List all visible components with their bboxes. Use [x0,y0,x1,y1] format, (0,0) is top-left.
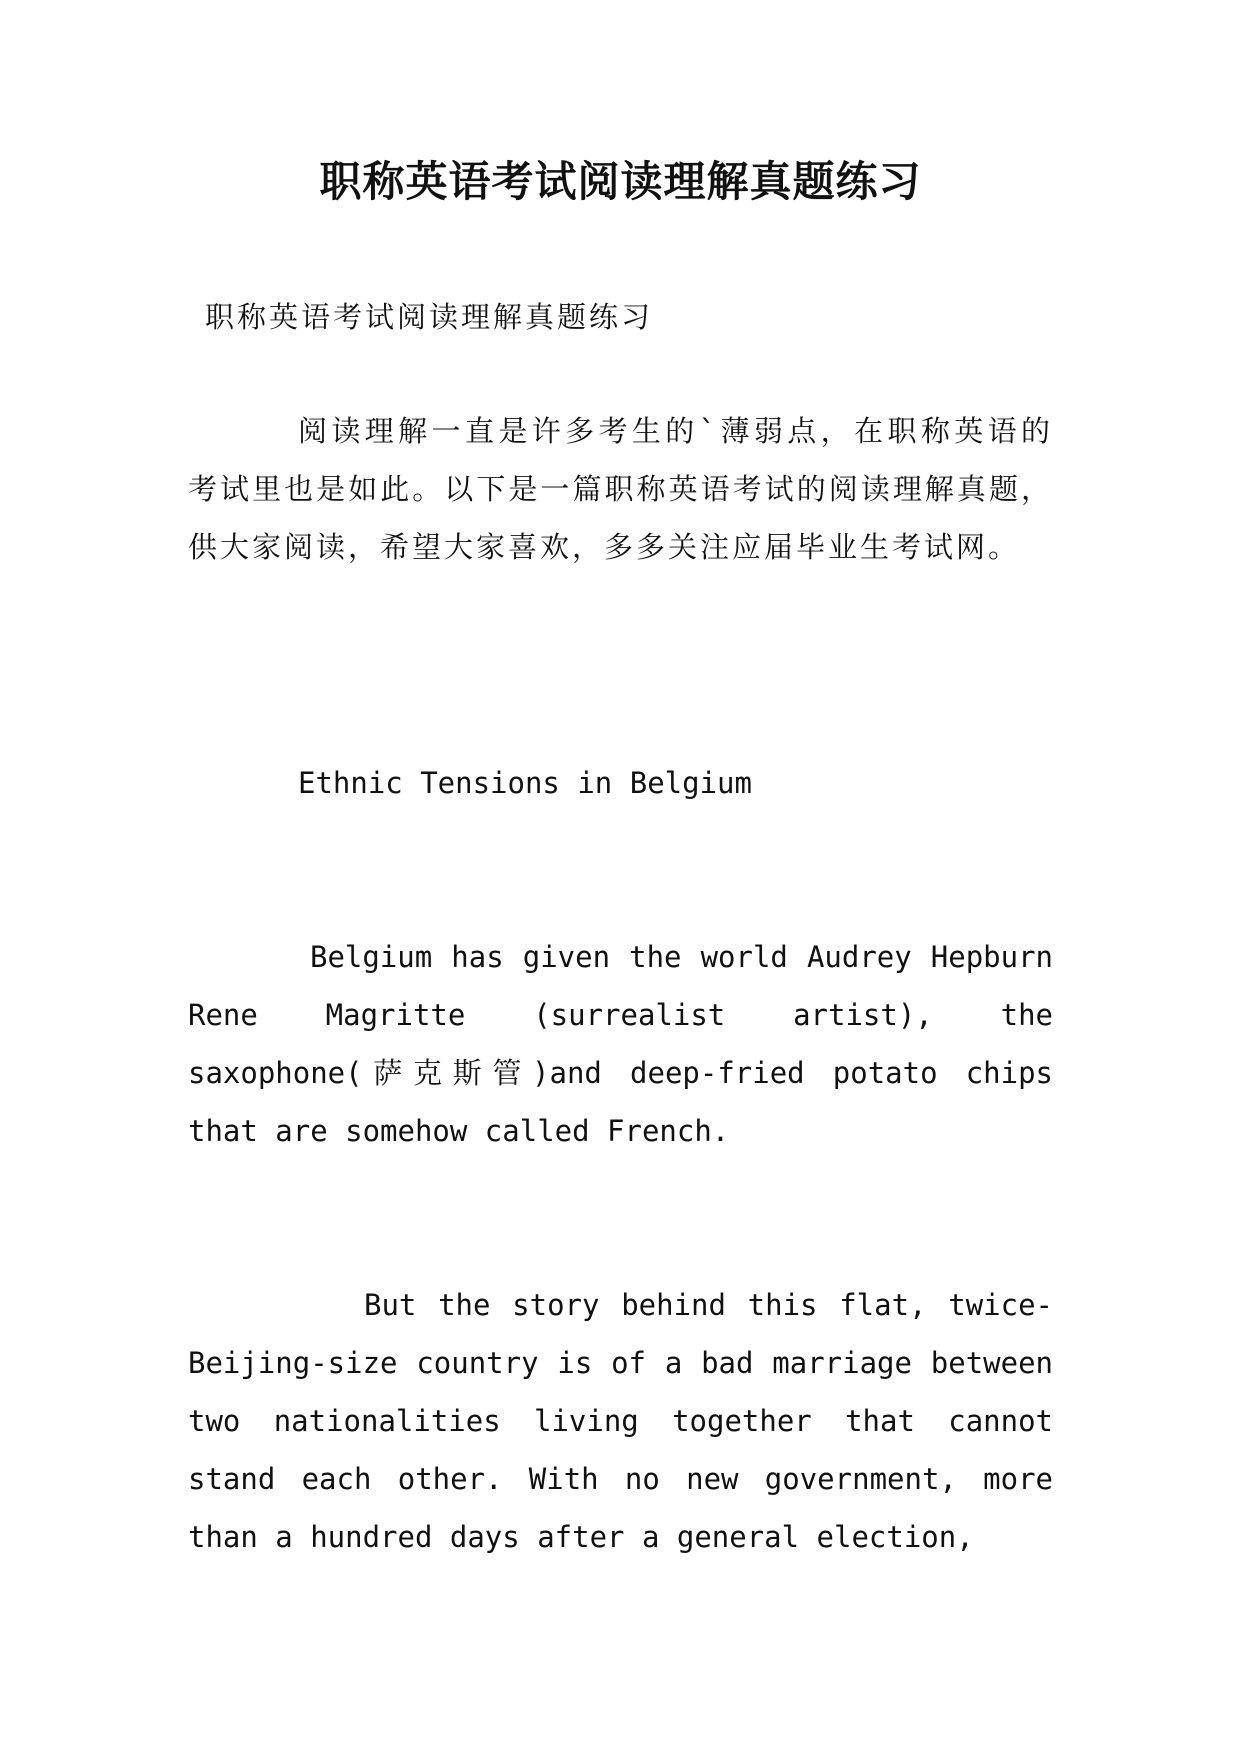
document-title: 职称英语考试阅读理解真题练习 [319,157,922,206]
article-paragraph-1: Belgium has given the world Audrey Hepburn Rene Magritte (surrealist artist), the saxophone(萨克斯管)and deep-fried potato chips that are somehow called French. [188,940,1053,1148]
intro-paragraph: 阅读理解一直是许多考生的`薄弱点，在职称英语的考试里也是如此。以下是一篇职称英语考试的阅读理解真题，供大家阅读，希望大家喜欢，多多关注应届毕业生考试网。 [188,414,1053,564]
article-paragraph-2: But the story behind this flat, twice-Beijing-size country is of a bad marriage between two nationalities living together that cannot stand each other. With no new government, more than a hundred days after a general election, [188,1288,1053,1554]
document-subtitle: 职称英语考试阅读理解真题练习 [205,300,654,334]
article-title: Ethnic Tensions in Belgium [298,766,752,800]
